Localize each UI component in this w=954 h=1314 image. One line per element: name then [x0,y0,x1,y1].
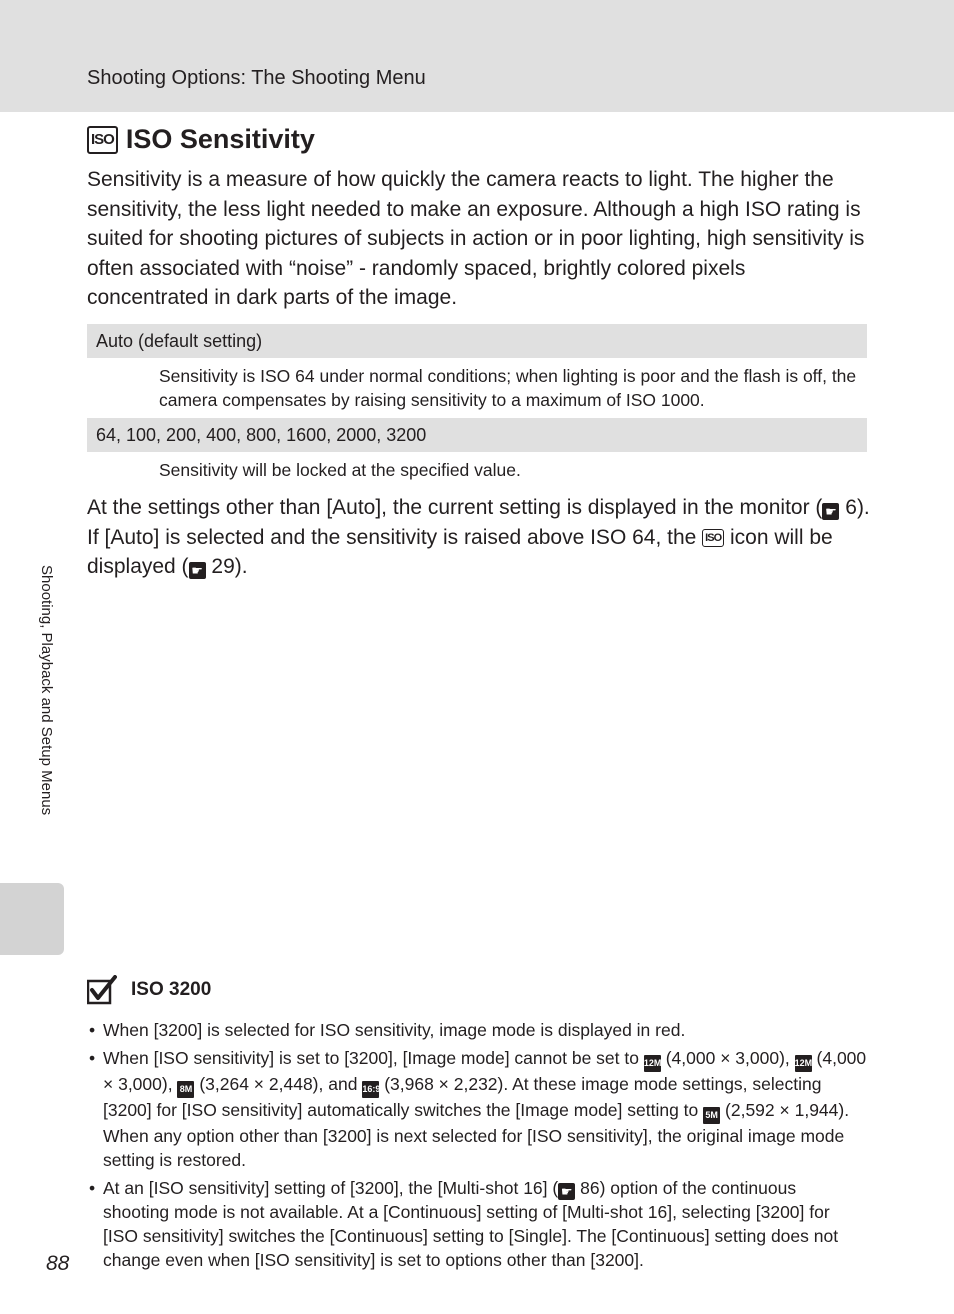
side-section-label: Shooting, Playback and Setup Menus [38,565,55,816]
note-bullet-2-text-f: (2,592 × 1,944). When any option other than [3200] is next selected for [ISO sensitivity], the original image mode setting is restored. [103,1100,850,1170]
note-title: ISO 3200 [131,979,212,1000]
image-mode-16-9-icon: 16:9 [362,1081,379,1098]
list-item [87,1018,867,1042]
note-list [87,1018,867,1276]
intro-paragraph: Sensitivity is a measure of how quickly the camera reacts to light. The higher the sensitivity, the less light needed to make an exposure. Although a high ISO rating is suited for shooting pictures of subjects in action or in poor lighting, high sensitivity is often associated with “noise” - randomly spaced, brightly colored pixels concentrated in dark parts of the image. [87,168,865,309]
image-mode-12m-star-icon: 12M [644,1055,661,1072]
after-text-4: ). [234,555,248,578]
header-band [0,0,954,112]
note-bullet-2-text-a: When [ISO sensitivity] is set to [3200], [Image mode] cannot be set to [103,1048,639,1068]
page-ref-29: 29 [211,555,235,578]
page-ref-6: 6 [845,496,857,519]
image-mode-5m-icon: 5M [703,1107,720,1124]
page-ref-86: 86 [580,1178,600,1198]
note-bullet-2-text-d: (3,264 × 2,448), and [199,1074,358,1094]
page-reference-icon: ☛ [822,503,839,520]
note-heading [87,975,211,1005]
side-section-tab [0,883,64,955]
note-bullet-1-text: When [3200] is selected for ISO sensitivity, image mode is displayed in red. [103,1020,686,1040]
note-bullet-3-text-b: ) option of the continuous shooting mode is not available. At a [Continuous] setting of [Multi-shot 16], selecting [3200] for [ISO sensitivity] switches the [Continuous] setting to [Single]. The [Continuous] setting does not change even when [ISO sensitivity] is set to options other than [3200]. [103,1178,839,1270]
after-text-2: ). If [Auto] is selected and the sensitivity is raised above ISO 64, the [87,496,870,549]
note-bullet-3-text-a: At an [ISO sensitivity] setting of [3200], the [Multi-shot 16] ( [103,1178,559,1198]
after-text-3: icon will be displayed ( [87,525,833,578]
running-header: Shooting Options: The Shooting Menu [87,67,426,89]
page-reference-icon: ☛ [189,562,206,579]
iso-icon: ISO [702,529,724,547]
page-number: 88 [46,1252,70,1275]
note-bullet-2-text-b: (4,000 × 3,000), [665,1048,790,1068]
list-item [87,1046,867,1172]
setting-fixed-description: Sensitivity will be locked at the specified value. [159,460,521,480]
section-title [87,124,315,155]
settings-note-paragraph [87,493,877,582]
setting-auto-label: Auto (default setting) [87,324,867,358]
after-text-1: At the settings other than [Auto], the current setting is displayed in the monitor ( [87,496,823,519]
image-mode-8m-icon: 8M [177,1081,194,1098]
iso-icon: ISO [87,126,118,154]
section-title-text: ISO Sensitivity [125,124,315,154]
list-item [87,1176,867,1272]
setting-fixed-label: 64, 100, 200, 400, 800, 1600, 2000, 3200 [87,418,867,452]
page-reference-icon: ☛ [558,1183,575,1200]
setting-auto-description: Sensitivity is ISO 64 under normal conditions; when lighting is poor and the flash is off, the camera compensates by raising sensitivity to a maximum of ISO 1000. [159,366,857,410]
check-icon [87,975,117,1005]
image-mode-12m-icon: 12M [795,1055,812,1072]
note-bullet-2-text-e: (3,968 × 2,232). At these image mode settings, selecting [3200] for [ISO sensitivity] automatically switches the [Image mode] setting to [103,1074,822,1120]
note-bullet-2-text-c: (4,000 × 3,000), [103,1048,867,1094]
